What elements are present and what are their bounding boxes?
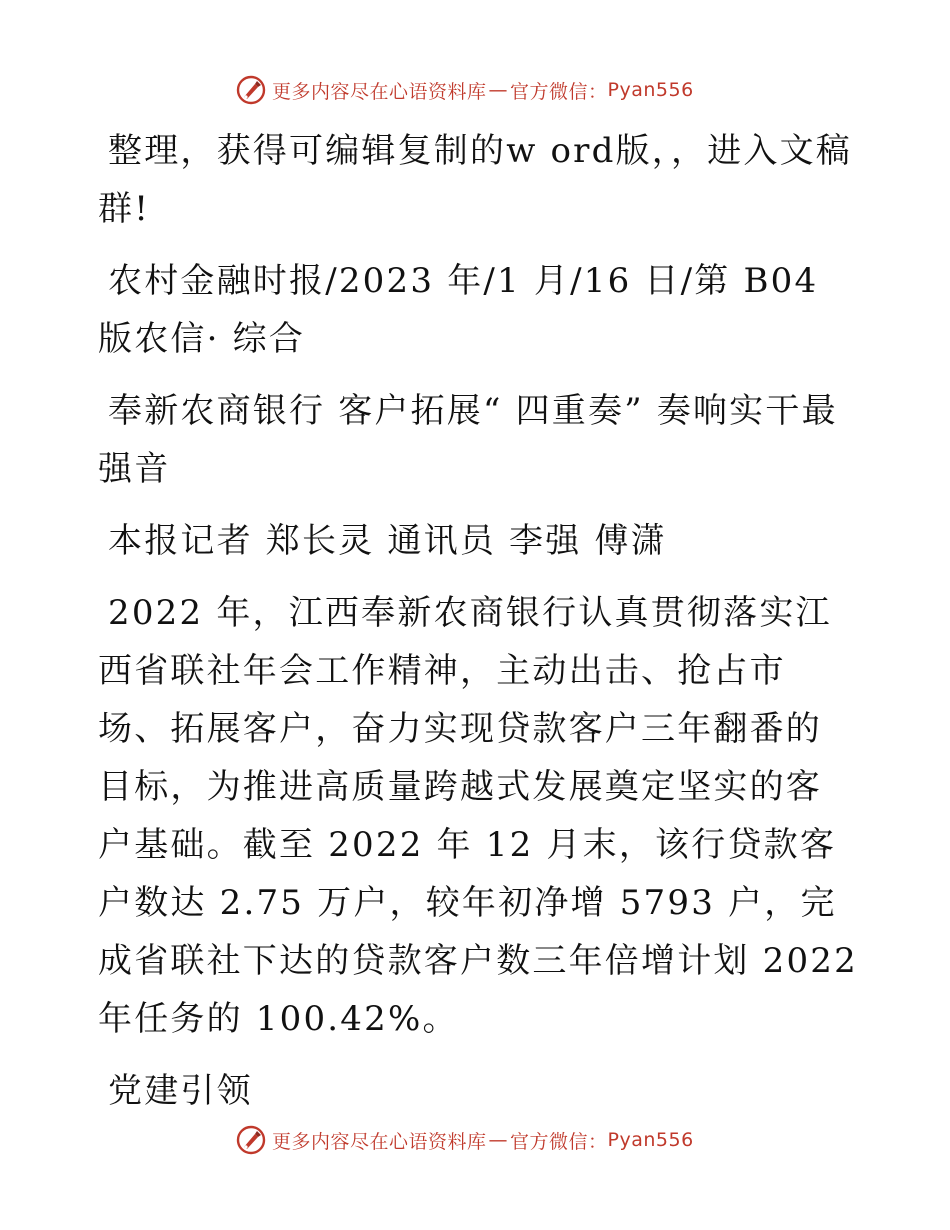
intro-note: 整理，获得可编辑复制的w ord版，，进入文稿群! — [98, 131, 852, 229]
watermark-dash: — — [488, 1129, 509, 1151]
pen-seal-icon — [236, 1125, 266, 1155]
watermark-wechat-label: 官方微信： — [510, 1130, 608, 1153]
header-watermark — [236, 73, 694, 107]
footer-watermark — [236, 1123, 694, 1157]
watermark-dash: — — [488, 79, 509, 101]
watermark-wechat-id: Pyan556 — [607, 79, 694, 101]
watermark-wechat-id: Pyan556 — [607, 1129, 694, 1151]
watermark-text: 更多内容尽在心语资料库 — [272, 1130, 487, 1153]
watermark-text: 更多内容尽在心语资料库 — [272, 80, 487, 103]
pen-seal-icon — [236, 75, 266, 105]
section-heading: 党建引领 — [108, 1071, 253, 1111]
byline: 本报记者 郑长灵 通讯员 李强 傅潇 — [108, 521, 667, 561]
document-body — [98, 122, 858, 1134]
article-paragraph: 2022 年，江西奉新农商银行认真贯彻落实江西省联社年会工作精神，主动出击、抢占市场、拓展客户，奋力实现贷款客户三年翻番的目标，为推进高质量跨越式发展奠定坚实的客户基础。截至 2022 年 12 月末，该行贷款客户数达 2.75 万户，较年初净增 5793 户，完成省联社下达的贷款客户数三年倍增计划 2022 年任务的 100.42%。 — [98, 593, 858, 1039]
watermark-wechat-label: 官方微信： — [510, 80, 608, 103]
article-title: 奉新农商银行 客户拓展“ 四重奏” 奏响实干最强音 — [98, 391, 838, 489]
source-line: 农村金融时报/2023 年/1 月/16 日/第 B04 版农信· 综合 — [98, 261, 819, 359]
